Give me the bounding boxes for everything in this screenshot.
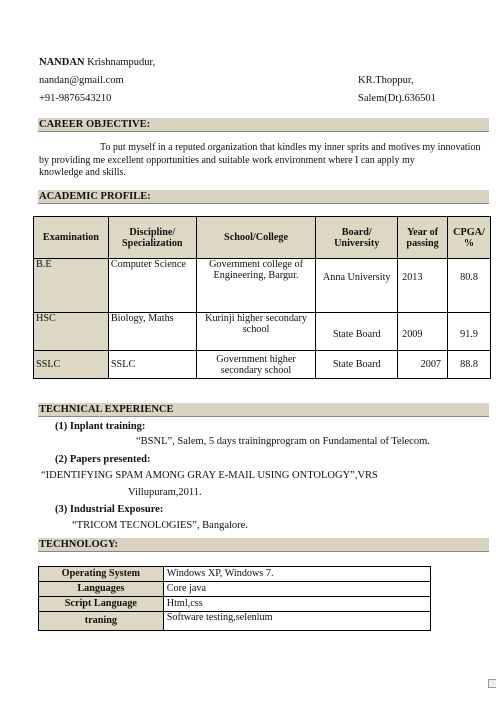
- technical-experience-heading: TECHNICAL EXPERIENCE: [38, 403, 489, 417]
- tech-value: Core java: [163, 582, 430, 597]
- last-name: Krishnampudur,: [84, 57, 156, 68]
- col-school: School/College: [196, 217, 316, 259]
- tech-value: Html,css: [163, 597, 430, 612]
- year-cell: 2013: [398, 259, 448, 313]
- technology-heading: TECHNOLOGY:: [38, 538, 489, 552]
- score-cell: 80.8: [448, 259, 491, 313]
- tech-label: Languages: [39, 582, 164, 597]
- table-row: [34, 313, 491, 351]
- industrial-label: (3) Industrial Exposure:: [55, 504, 164, 515]
- career-line2: by providing me excellent opportunities and suitable work environment where I can apply my: [39, 155, 415, 166]
- discipline-cell: Biology, Maths: [108, 313, 196, 351]
- col-discipline: Discipline/ Specialization: [108, 217, 196, 259]
- first-name: NANDAN: [39, 57, 85, 68]
- technology-table: [38, 566, 431, 631]
- exam-cell: HSC: [34, 313, 109, 351]
- inplant-text: “BSNL”, Salem, 5 days trainingprogram on Fundamental of Telecom.: [136, 436, 430, 447]
- tech-label: Operating System: [39, 567, 164, 582]
- score-cell: 91.9: [448, 313, 491, 351]
- tech-label: Script Language: [39, 597, 164, 612]
- tech-label: traning: [39, 612, 164, 631]
- col-year: Year of passing: [398, 217, 448, 259]
- candidate-name: [39, 57, 155, 68]
- address-line2: Salem(Dt).636501: [358, 93, 436, 104]
- exam-cell: SSLC: [34, 351, 109, 379]
- score-cell: 88.8: [448, 351, 491, 379]
- col-board: Board/ University: [316, 217, 398, 259]
- phone: +91-9876543210: [39, 93, 112, 104]
- board-cell: State Board: [316, 351, 398, 379]
- table-row: [39, 597, 431, 612]
- school-cell: Government higher secondary school: [196, 351, 316, 379]
- year-cell: 2007: [398, 351, 448, 379]
- table-row: [39, 612, 431, 631]
- tech-value: Windows XP, Windows 7.: [163, 567, 430, 582]
- table-row: [34, 351, 491, 379]
- table-row: [39, 567, 431, 582]
- year-cell: 2009: [398, 313, 448, 351]
- papers-label: (2) Papers presented:: [55, 454, 151, 465]
- resize-handle-icon[interactable]: [488, 679, 496, 688]
- academic-profile-heading: ACADEMIC PROFILE:: [38, 190, 489, 204]
- col-score: CPGA/ %: [448, 217, 491, 259]
- table-row: [39, 582, 431, 597]
- career-line1: To put myself in a reputed organization that kindles my inner sprits and motives my innovation: [100, 142, 481, 153]
- discipline-cell: Computer Science: [108, 259, 196, 313]
- table-row: [34, 259, 491, 313]
- career-objective-heading: CAREER OBJECTIVE:: [38, 118, 489, 132]
- career-line3: knowledge and skills.: [39, 167, 126, 178]
- email: nandan@gmail.com: [39, 75, 124, 86]
- industrial-text: “TRICOM TECNOLOGIES”, Bangalore.: [72, 520, 248, 531]
- papers-line1: “IDENTIFYING SPAM AMONG GRAY E-MAIL USING ONTOLOGY”,VRS: [41, 470, 378, 481]
- address-line1: KR.Thoppur,: [358, 75, 414, 86]
- school-cell: Government college of Engineering, Bargur.: [196, 259, 316, 313]
- board-cell: State Board: [316, 313, 398, 351]
- board-cell: Anna University: [316, 259, 398, 313]
- academic-table: [33, 216, 491, 379]
- col-examination: Examination: [34, 217, 109, 259]
- tech-value: Software testing,selenium: [163, 612, 430, 631]
- school-cell: Kurinji higher secondary school: [196, 313, 316, 351]
- papers-line2: Villupuram,2011.: [128, 487, 202, 498]
- exam-cell: B.E: [34, 259, 109, 313]
- academic-header-row: [34, 217, 491, 259]
- inplant-label: (1) Inplant training:: [55, 421, 146, 432]
- discipline-cell: SSLC: [108, 351, 196, 379]
